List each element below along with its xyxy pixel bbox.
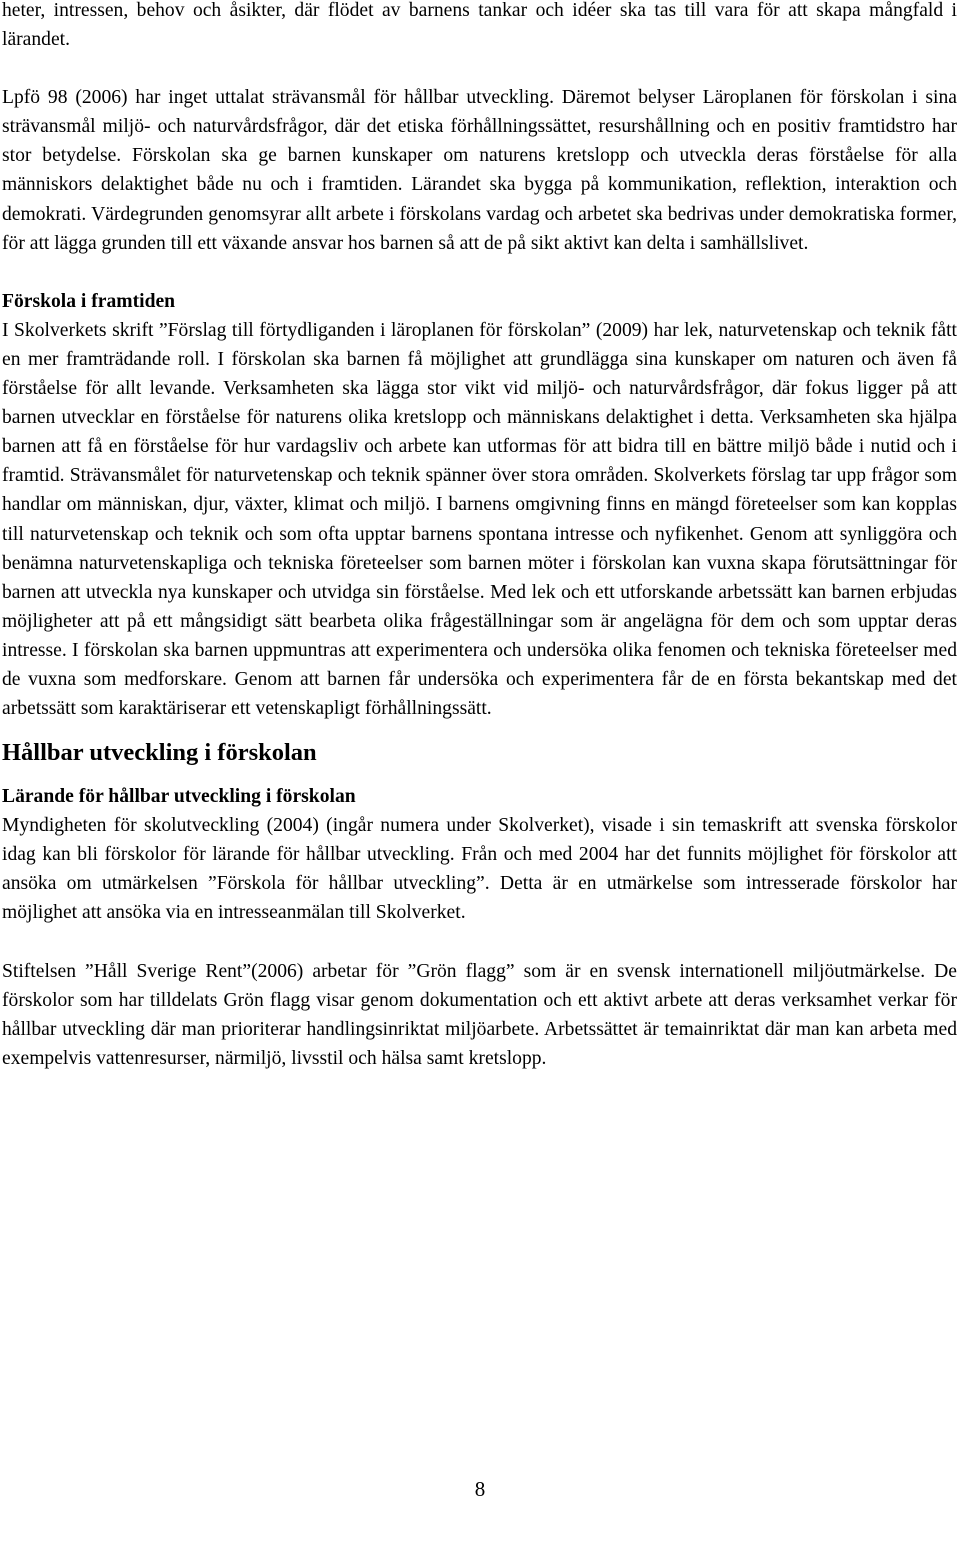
paragraph-stiftelsen: Stiftelsen ”Håll Sverige Rent”(2006) arbetar för ”Grön flagg” som är en svensk internationell miljöutmärkelse. De förskolor som har tilldelats Grön flagg visar genom dokumentation och ett aktivt arbete att deras verksamhet verkar för hållbar utveckling där man prioriterar handlingsinriktat miljöarbete. Arbetssättet är temainriktat där man kan arbeta med exempelvis vattenresurser, närmiljö, livsstil och hälsa samt kretslopp. [2,960,957,1069]
section-heading-forskola-i-framtiden: Förskola i framtiden [2,290,176,312]
paragraph-spacer [2,928,957,957]
paragraph-lpfo-98: Lpfö 98 (2006) har inget uttalat strävansmål för hållbar utveckling. Däremot belyser Läroplanen för förskolan i sina strävansmål miljö- och naturvårdsfrågor, där det etiska förhållningssättet, resurshållning och en positiv framtidstro har stor betydelse. Förskolan ska ge barnen kunskaper om naturens kretslopp och utveckla deras förståelse för alla människors delaktighet både nu och i framtiden. Lärandet ska bygga på kommunikation, reflektion, interaktion och demokrati. Värdegrunden genomsyrar allt arbete i förskolans vardag och arbetet ska bedrivas under demokratiska former, för att lägga grunden till ett växande ansvar hos barnen så att de på sikt aktivt kan delta i samhällslivet. [2,87,957,254]
paragraph-continued: heter, intressen, behov och åsikter, där flödet av barnens tankar och idéer ska tas till vara för att skapa mångfald i lärandet. [2,0,957,51]
chapter-heading-hallbar-utveckling: Hållbar utveckling i förskolan [2,739,317,767]
sub-heading-larande-hallbar-utveckling: Lärande för hållbar utveckling i förskolan [2,786,356,808]
page-number: 8 [474,1477,486,1501]
paragraph-skolverkets-skrift: I Skolverkets skrift ”Förslag till förtydliganden i läroplanen för förskolan” (2009) har lek, naturvetenskap och teknik fått en mer framträdande roll. I förskolan ska barnen få möjlighet att grundlägga sina kunskaper om naturen och även få förståelse för allt levande. Verksamheten ska lägga stor vikt vid miljö- och naturvårdsfrågor, där fokus ligger på att barnen utvecklar en förståelse för naturens olika kretslopp och människans delaktighet i detta. Verksamheten ska hjälpa barnen att få en förståelse för hur vardagsliv och arbete kan utformas för att bidra till en bättre miljö både i nutid och i framtid. Strävansmålet för naturvetenskap och teknik spänner över stora områden. Skolverkets förslag tar upp frågor som handlar om människan, djur, växter, klimat och miljö. I barnens omgivning finns en mängd företeelser som kan kopplas till naturvetenskap och teknik och som ofta upptar barnens spontana intresse och nyfikenhet. Genom att synliggöra och benämna naturvetenskapliga och tekniska företeelser som barnen möter i förskolan kan vuxna skapa förutsättningar för barnen att utveckla nya kunskaper och utvidga sin förståelse. Med lek och ett utforskande arbetssätt kan barnen erbjudas möjligheter att på ett mångsidigt sätt bearbeta olika frågeställningar som är angelägna för dem och som upptar deras intresse. I förskolan ska barnen uppmuntras att experimentera och undersöka olika fenomen och tekniska företeelser med de vuxna som medforskare. Genom att barnen får undersöka och experimentera får de en första bekantskap med det arbetssätt som karaktäriserar ett vetenskapligt förhållningssätt. [2,319,957,720]
page-content [2,0,957,1073]
paragraph-spacer [2,54,957,83]
paragraph-myndigheten: Myndigheten för skolutveckling (2004) (ingår numera under Skolverket), visade i sin temaskrift att svenska förskolor idag kan bli förskolor för lärande för hållbar utveckling. Från och med 2004 har det funnits möjlighet för förskolor att ansöka om utmärkelsen ”Förskola för hållbar utveckling”. Detta är en utmärkelse som intresserade förskolor har möjlighet att ansöka via en intresseanmälan till Skolverket. [2,815,957,924]
paragraph-spacer [2,258,957,287]
